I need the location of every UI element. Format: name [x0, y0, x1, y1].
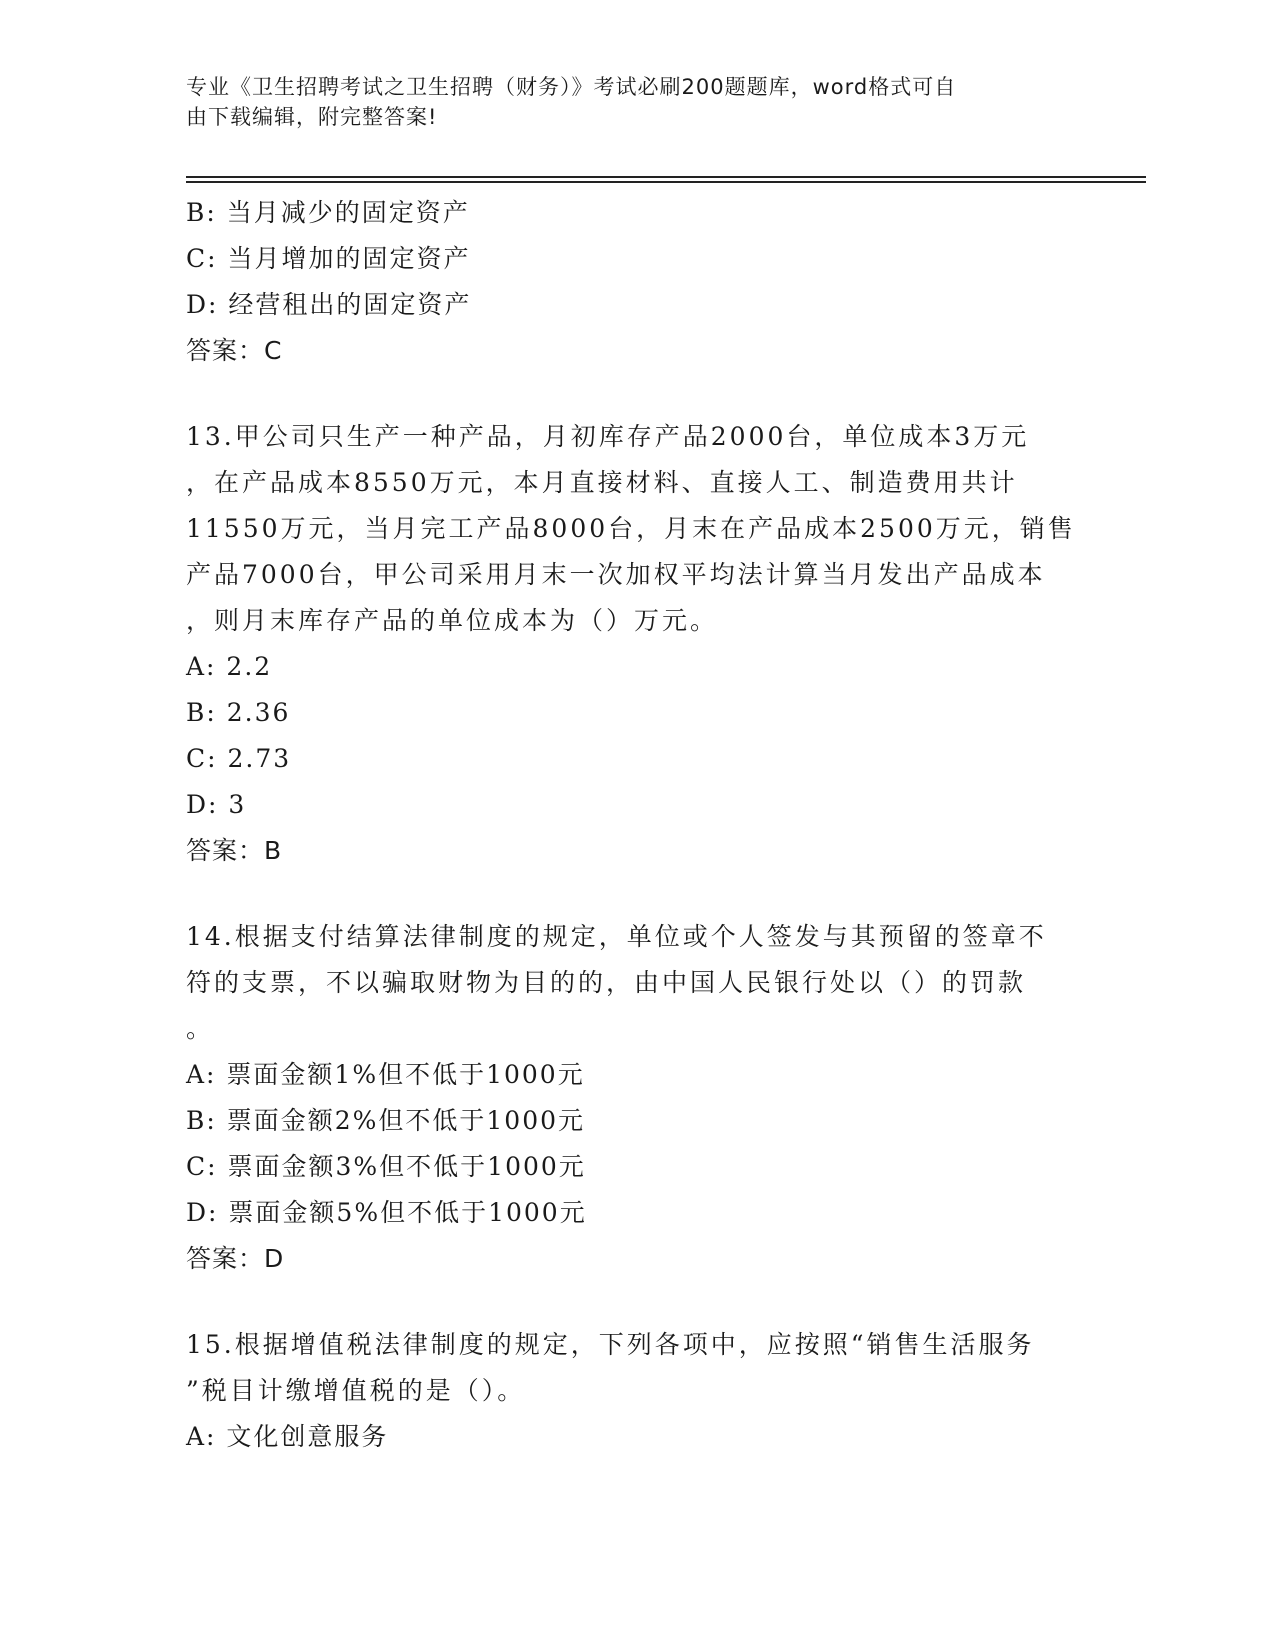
- answer-label: 答案：C: [186, 336, 283, 365]
- option-d: D: 票面金额5%但不低于1000元: [186, 1198, 587, 1227]
- document-header: [186, 72, 1066, 132]
- stem-line: ，在产品成本8550万元，本月直接材料、直接人工、制造费用共计: [186, 468, 1018, 497]
- question-stem: [186, 914, 1086, 1052]
- stem-line: 符的支票，不以骗取财物为目的的，由中国人民银行处以（）的罚款: [186, 968, 1027, 997]
- question-13: [186, 414, 1086, 874]
- stem-line: 15.根据增值税法律制度的规定，下列各项中，应按照“销售生活服务: [186, 1330, 1035, 1359]
- option-d: D: 3: [186, 790, 247, 819]
- stem-line: ”税目计缴增值税的是（）。: [186, 1376, 526, 1405]
- option-a: A: 文化创意服务: [186, 1422, 389, 1451]
- header-divider-bottom: [186, 181, 1146, 183]
- option-c: C: 票面金额3%但不低于1000元: [186, 1152, 586, 1181]
- question-14: [186, 914, 1086, 1282]
- stem-line: 13.甲公司只生产一种产品，月初库存产品2000台，单位成本3万元: [186, 422, 1030, 451]
- question-stem: [186, 414, 1086, 644]
- question-stem: [186, 1322, 1086, 1414]
- question-spacer: [186, 374, 1086, 414]
- question-spacer: [186, 874, 1086, 914]
- option-d: D: 经营租出的固定资产: [186, 290, 472, 319]
- stem-line: 。: [186, 1014, 215, 1043]
- stem-line: 11550万元，当月完工产品8000台，月末在产品成本2500万元，销售: [186, 514, 1076, 543]
- answer-label: 答案：D: [186, 1244, 285, 1273]
- stem-line: 14.根据支付结算法律制度的规定，单位或个人签发与其预留的签章不: [186, 922, 1047, 951]
- stem-line: ，则月末库存产品的单位成本为（）万元。: [186, 606, 719, 635]
- stem-line: 产品7000台，甲公司采用月末一次加权平均法计算当月发出产品成本: [186, 560, 1046, 589]
- header-line-1: 专业《卫生招聘考试之卫生招聘（财务）》考试必刷200题题库，word格式可自: [186, 75, 957, 99]
- option-b: B: 2.36: [186, 698, 291, 727]
- question-12: [186, 190, 1086, 374]
- option-b: B: 当月减少的固定资产: [186, 198, 470, 227]
- option-b: B: 票面金额2%但不低于1000元: [186, 1106, 586, 1135]
- answer-label: 答案：B: [186, 836, 283, 865]
- header-line-2: 由下载编辑，附完整答案!: [186, 105, 438, 129]
- option-c: C: 当月增加的固定资产: [186, 244, 471, 273]
- question-content: [186, 190, 1086, 1460]
- question-spacer: [186, 1282, 1086, 1322]
- option-a: A: 2.2: [186, 652, 273, 681]
- header-divider-top: [186, 176, 1146, 178]
- question-15: [186, 1322, 1086, 1460]
- option-a: A: 票面金额1%但不低于1000元: [186, 1060, 585, 1089]
- option-c: C: 2.73: [186, 744, 292, 773]
